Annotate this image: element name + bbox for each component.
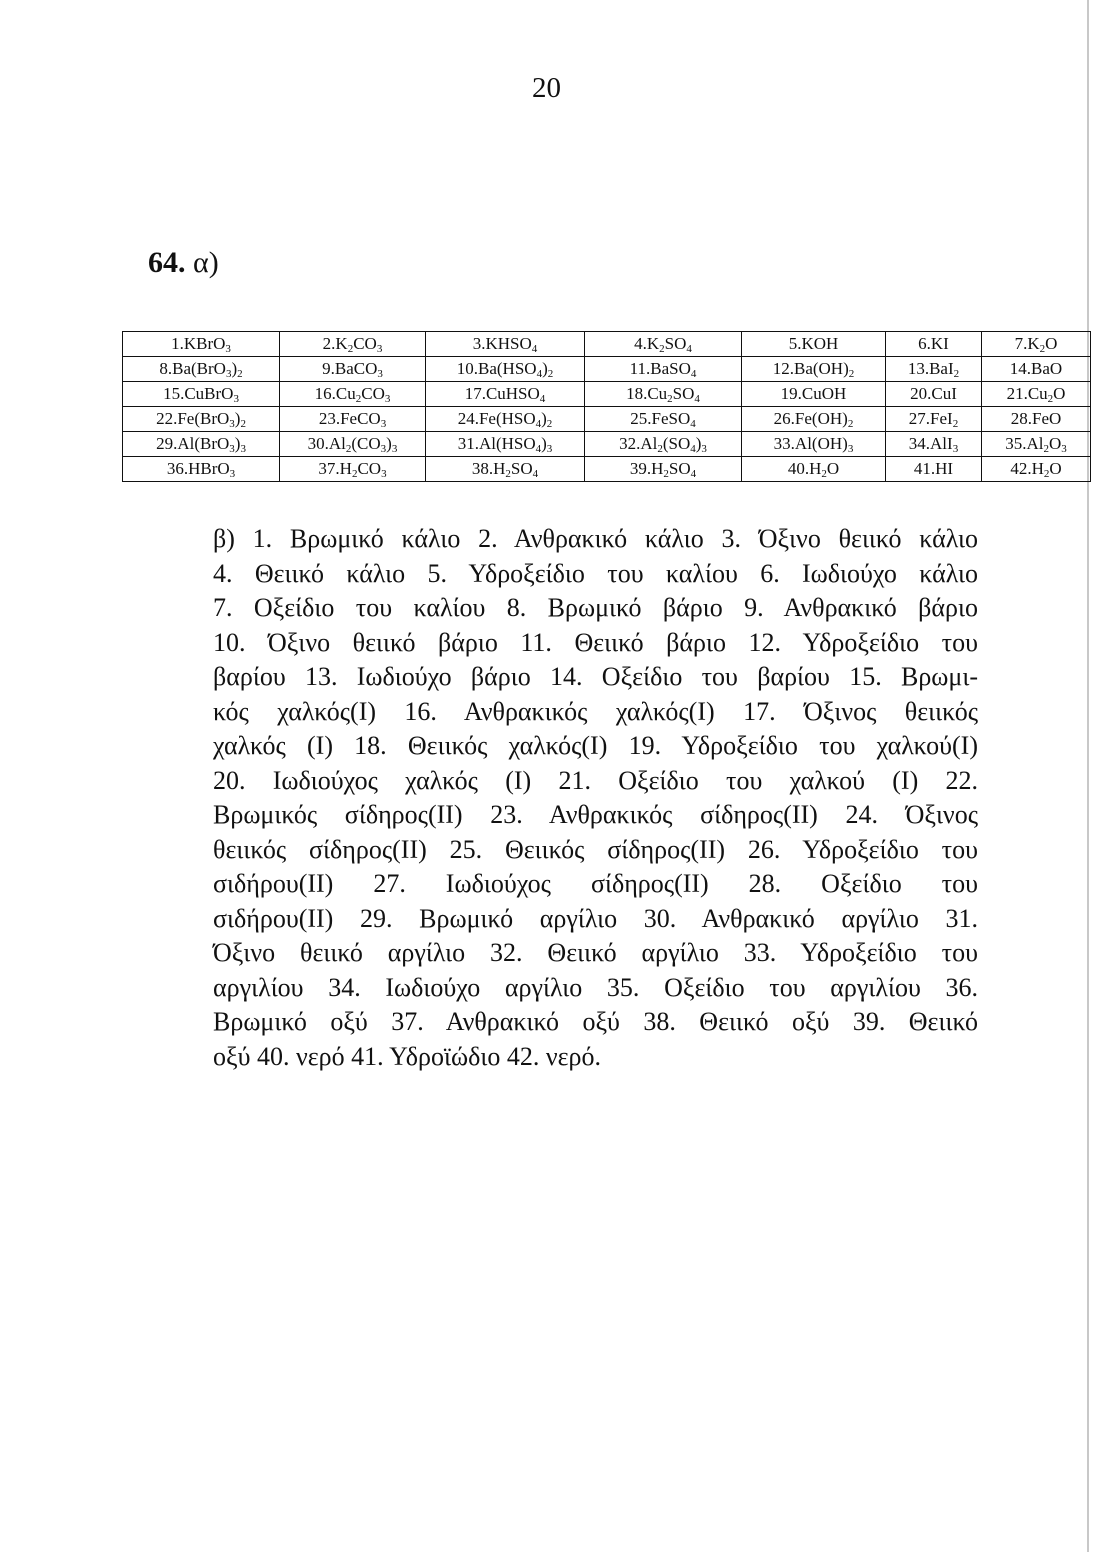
text-line: θειικός σίδηρος(ΙΙ) 25. Θειικός σίδηρος(ΙΙ) 26. Υδροξείδιο του bbox=[213, 834, 978, 864]
compound-cell: $38.H_2SO_4$ bbox=[426, 457, 585, 482]
compound-cell: 9.BaCO$_3$ bbox=[280, 357, 426, 382]
page-number: 20 bbox=[532, 72, 561, 104]
table-row bbox=[123, 407, 1091, 432]
compound-cell: $10.Ba(HSO_4)_2$ bbox=[426, 357, 585, 382]
compound-cell: $30.Al_2(CO_3)_3$ bbox=[280, 432, 426, 457]
text-line: σιδήρου(ΙΙ) 29. Βρωμικό αργίλιο 30. Ανθρακικό αργίλιο 31. bbox=[213, 903, 978, 933]
table-row bbox=[123, 457, 1091, 482]
text-line: σιδήρου(ΙΙ) 27. Ιωδιούχος σίδηρος(ΙΙ) 28. Οξείδιο του bbox=[213, 869, 978, 898]
text-line: κός χαλκός(Ι) 16. Ανθρακικός χαλκός(Ι) 17. Όξινος θειικός bbox=[213, 696, 978, 726]
compound-cell: 23.FeCO$_3$ bbox=[280, 407, 426, 432]
text-line: Όξινο θειικό αργίλιο 32. Θειικό αργίλιο 33. Υδροξείδιο του bbox=[213, 938, 978, 967]
compound-cell: $12.Ba(OH)_2$ bbox=[742, 357, 886, 382]
compound-cell: $31.Al(HSO_4)_3$ bbox=[426, 432, 585, 457]
compound-cell: 1.KBrO$_3$ bbox=[123, 332, 280, 357]
compound-cell: $26.Fe(OH)_2$ bbox=[742, 407, 886, 432]
compound-cell: $7.K_2O$ bbox=[982, 332, 1091, 357]
text-line: Βρωμικός σίδηρος(ΙΙ) 23. Ανθρακικός σίδηρος(ΙΙ) 24. Όξινος bbox=[213, 800, 978, 829]
text-line: 20. Ιωδιούχος χαλκός (Ι) 21. Οξείδιο του χαλκού (Ι) 22. bbox=[213, 765, 978, 795]
text-line: 7. Οξείδιο του καλίου 8. Βρωμικό βάριο 9. Ανθρακικό βάριο bbox=[213, 593, 978, 622]
compound-cell: 17.CuHSO$_4$ bbox=[426, 382, 585, 407]
compound-cell: $35.Al_2O_3$ bbox=[982, 432, 1091, 457]
text-line: οξύ 40. νερό 41. Υδροϊώδιο 42. νερό. bbox=[213, 1041, 601, 1071]
compound-cell: $32.Al_2(SO_4)_3$ bbox=[585, 432, 742, 457]
compound-cell: 36.HBrO$_3$ bbox=[123, 457, 280, 482]
compound-cell: $29.Al(BrO_3)_3$ bbox=[123, 432, 280, 457]
table-row bbox=[123, 382, 1091, 407]
compound-cell: 41.HI bbox=[886, 457, 982, 482]
table-row bbox=[123, 432, 1091, 457]
compound-cell: $24.Fe(HSO_4)_2$ bbox=[426, 407, 585, 432]
compound-cell: $2.K_2CO_3$ bbox=[280, 332, 426, 357]
compound-cell: $16.Cu_2CO_3$ bbox=[280, 382, 426, 407]
page-edge-line bbox=[1087, 0, 1089, 1552]
compound-cell: 19.CuOH bbox=[742, 382, 886, 407]
compound-cell: 11.BaSO$_4$ bbox=[585, 357, 742, 382]
compound-cell: 6.KI bbox=[886, 332, 982, 357]
compound-cell: $4.K_2SO_4$ bbox=[585, 332, 742, 357]
text-line: βαρίου 13. Ιωδιούχο βάριο 14. Οξείδιο του βαρίου 15. Βρωμι- bbox=[213, 662, 978, 691]
text-line: β) 1. Βρωμικό κάλιο 2. Ανθρακικό κάλιο 3. Όξινο θειικό κάλιο bbox=[213, 524, 978, 553]
compound-cell: $3.KHSO_4$ bbox=[426, 332, 585, 357]
compound-cell: 25.FeSO$_4$ bbox=[585, 407, 742, 432]
compound-cell: 28.FeO bbox=[982, 407, 1091, 432]
compound-cell: $39.H_2SO_4$ bbox=[585, 457, 742, 482]
text-line: αργιλίου 34. Ιωδιούχο αργίλιο 35. Οξείδιο του αργιλίου 36. bbox=[213, 972, 978, 1002]
text-line: χαλκός (Ι) 18. Θειικός χαλκός(Ι) 19. Υδροξείδιο του χαλκού(Ι) bbox=[213, 731, 978, 760]
compound-cell: $33.Al(OH)_3$ bbox=[742, 432, 886, 457]
compound-cell: 13.BaI$_2$ bbox=[886, 357, 982, 382]
compound-cell: 27.FeI$_2$ bbox=[886, 407, 982, 432]
compounds-table-body bbox=[123, 332, 1091, 482]
compound-cell: $22.Fe(BrO_3)_2$ bbox=[123, 407, 280, 432]
compound-cell: 14.BaO bbox=[982, 357, 1091, 382]
table-row bbox=[123, 332, 1091, 357]
compound-cell: 15.CuBrO$_3$ bbox=[123, 382, 280, 407]
exercise-heading bbox=[148, 246, 219, 280]
text-line: 4. Θειικό κάλιο 5. Υδροξείδιο του καλίου 6. Ιωδιούχο κάλιο bbox=[213, 558, 978, 588]
compounds-table bbox=[122, 331, 1091, 482]
compound-cell: $8.Ba(BrO_3)_2$ bbox=[123, 357, 280, 382]
part-a-label: α) bbox=[193, 246, 219, 279]
exercise-number: 64. bbox=[148, 246, 186, 279]
compound-cell: $21.Cu_2O$ bbox=[982, 382, 1091, 407]
compound-cell: $40.H_2O$ bbox=[742, 457, 886, 482]
text-line: 10. Όξινο θειικό βάριο 11. Θειικό βάριο 12. Υδροξείδιο του bbox=[213, 627, 978, 657]
compound-cell: $42.H_2O$ bbox=[982, 457, 1091, 482]
compound-cell: 5.KOH bbox=[742, 332, 886, 357]
compound-cell: $18.Cu_2SO_4$ bbox=[585, 382, 742, 407]
compound-cell: 34.AlI$_3$ bbox=[886, 432, 982, 457]
compound-cell: 20.CuI bbox=[886, 382, 982, 407]
compound-cell: $37.H_2CO_3$ bbox=[280, 457, 426, 482]
part-b-answer-text bbox=[213, 522, 978, 1074]
table-row bbox=[123, 357, 1091, 382]
text-line: Βρωμικό οξύ 37. Ανθρακικό οξύ 38. Θειικό οξύ 39. Θειικό bbox=[213, 1007, 978, 1036]
